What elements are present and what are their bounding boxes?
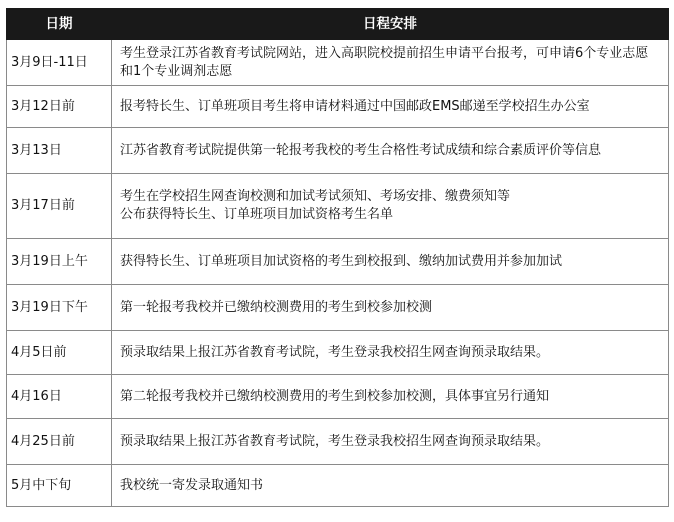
date-cell: 3月17日前: [7, 174, 112, 239]
plan-line: 和1个专业调剂志愿: [120, 63, 233, 79]
table-row: [7, 40, 669, 86]
plan-cell: [112, 285, 669, 331]
plan-cell: [112, 375, 669, 419]
date-cell: 3月19日下午: [7, 285, 112, 331]
table-row: [7, 174, 669, 239]
table-row: [7, 465, 669, 507]
date-cell: 4月25日前: [7, 419, 112, 465]
plan-cell: [112, 40, 669, 86]
date-cell: 3月12日前: [7, 86, 112, 128]
plan-line: 考生登录江苏省教育考试院网站，进入高职院校提前招生申请平台报考，可申请6个专业志愿: [120, 45, 649, 61]
date-cell: 4月5日前: [7, 331, 112, 375]
table-row: [7, 419, 669, 465]
date-cell: 5月中下旬: [7, 465, 112, 507]
plan-cell: [112, 239, 669, 285]
plan-line: 报考特长生、订单班项目考生将申请材料通过中国邮政EMS邮递至学校招生办公室: [120, 98, 590, 114]
date-cell: 3月13日: [7, 128, 112, 174]
plan-line: 获得特长生、订单班项目加试资格的考生到校报到、缴纳加试费用并参加加试: [120, 253, 563, 269]
table-header: [7, 9, 669, 40]
table-row: [7, 86, 669, 128]
plan-cell: [112, 86, 669, 128]
table-row: [7, 239, 669, 285]
plan-cell: [112, 128, 669, 174]
table-row: [7, 331, 669, 375]
plan-line: 第一轮报考我校并已缴纳校测费用的考生到校参加校测: [120, 299, 433, 315]
header-row: [7, 9, 669, 40]
plan-cell: [112, 331, 669, 375]
plan-line: 公布获得特长生、订单班项目加试资格考生名单: [120, 207, 394, 222]
table-row: [7, 375, 669, 419]
plan-line: 考生在学校招生网查询校测和加试考试须知、考场安排、缴费须知等: [120, 189, 511, 204]
plan-cell: [112, 465, 669, 507]
plan-cell: [112, 174, 669, 239]
date-cell: 3月19日上午: [7, 239, 112, 285]
plan-line: 预录取结果上报江苏省教育考试院，考生登录我校招生网查询预录取结果。: [120, 433, 550, 449]
date-cell: 3月9日-11日: [7, 40, 112, 86]
table-row: [7, 285, 669, 331]
date-cell: 4月16日: [7, 375, 112, 419]
plan-line: 江苏省教育考试院提供第一轮报考我校的考生合格性考试成绩和综合素质评价等信息: [120, 142, 602, 158]
plan-column-header: 日程安排: [112, 9, 669, 40]
table-row: [7, 128, 669, 174]
plan-line: 预录取结果上报江苏省教育考试院，考生登录我校招生网查询预录取结果。: [120, 344, 550, 360]
plan-line: 第二轮报考我校并已缴纳校测费用的考生到校参加校测，具体事宜另行通知: [120, 388, 550, 404]
date-column-header: 日期: [7, 9, 112, 40]
schedule-table: [6, 8, 669, 507]
plan-line: 我校统一寄发录取通知书: [120, 477, 264, 493]
plan-cell: [112, 419, 669, 465]
